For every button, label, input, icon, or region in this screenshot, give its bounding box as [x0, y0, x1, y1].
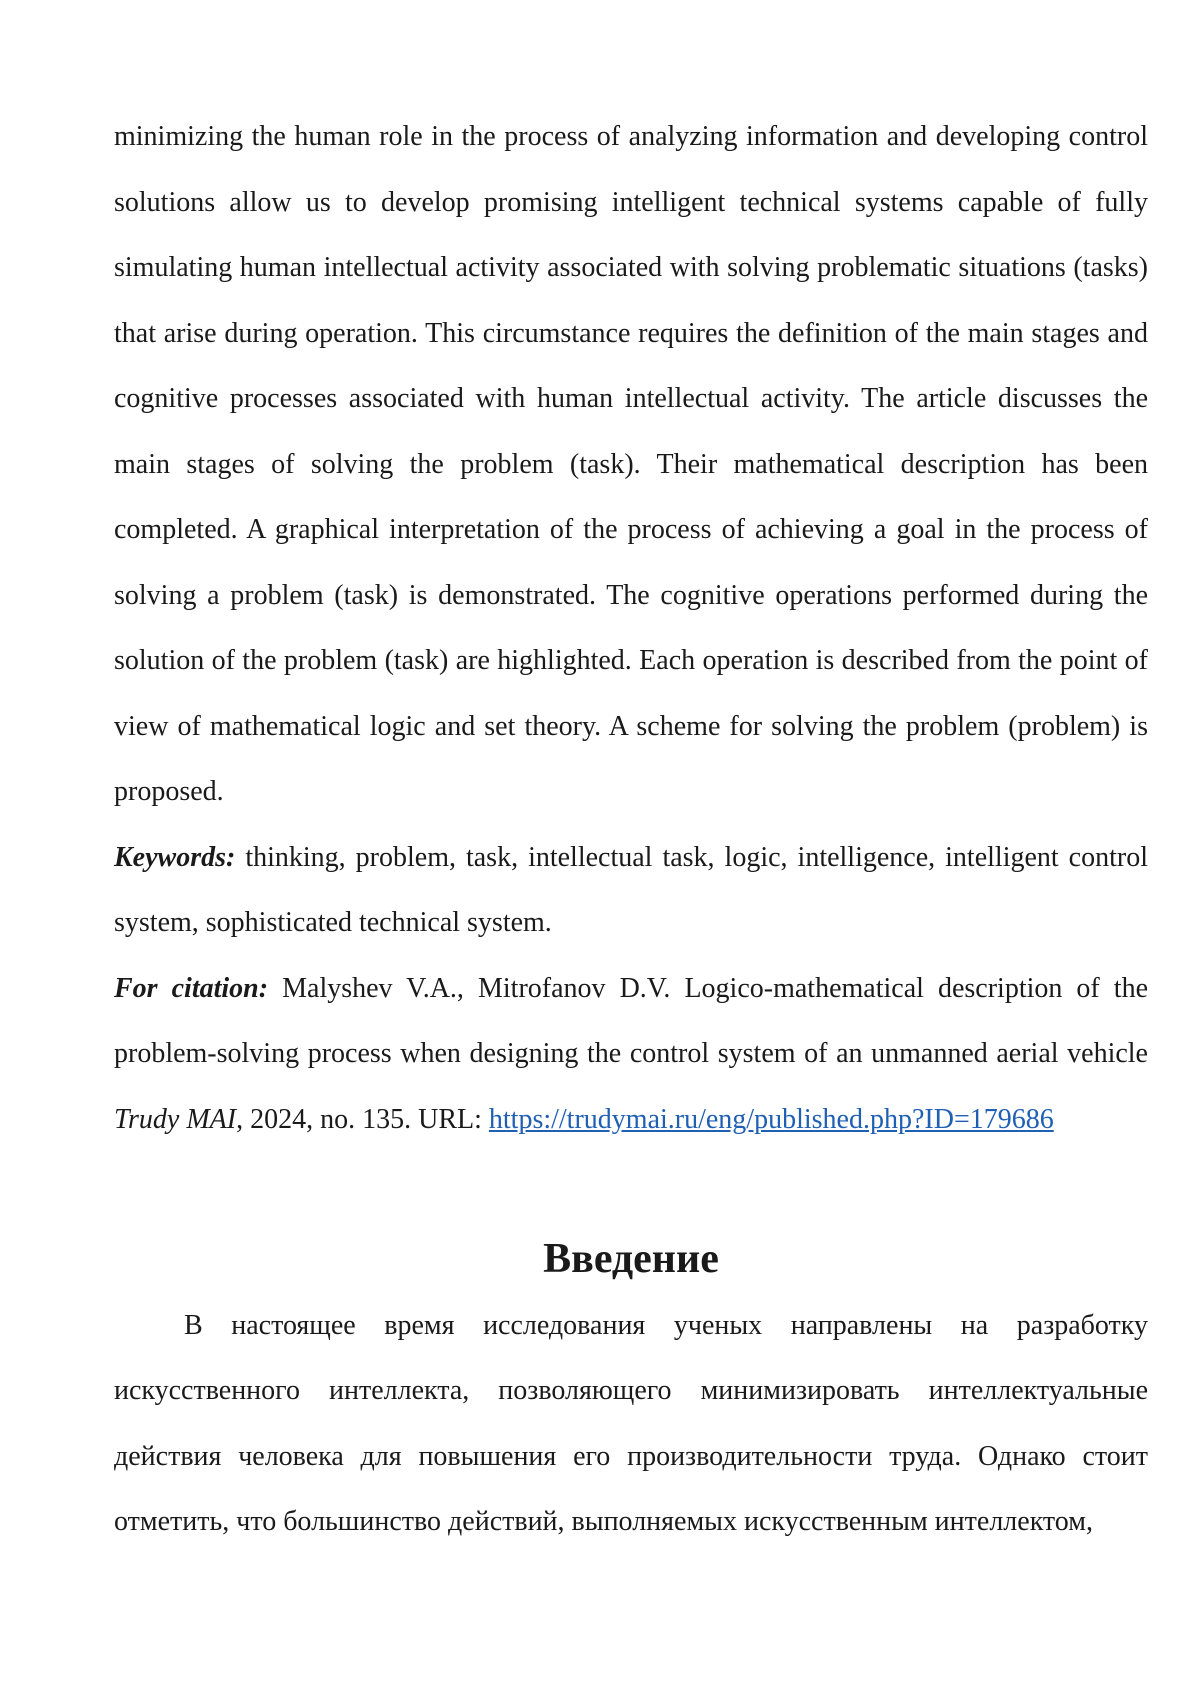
keywords-paragraph	[114, 825, 1148, 956]
document-page	[114, 104, 1148, 1555]
citation-journal: Trudy MAI	[114, 1103, 237, 1135]
keywords-text: thinking, problem, task, intellectual task, logic, intelligence, intelligent control system, sophisticated technical system.	[114, 841, 1148, 938]
abstract-paragraph: minimizing the human role in the process of analyzing information and developing control solutions allow us to develop promising intelligent technical systems capable of fully simulating human intellectual activity associated with solving problematic situations (tasks) that arise during operation. This circumstance requires the definition of the main stages and cognitive processes associated with human intellectual activity. The article discusses the main stages of solving the problem (task). Their mathematical description has been completed. A graphical interpretation of the process of achieving a goal in the process of solving a problem (task) is demonstrated. The cognitive operations performed during the solution of the problem (task) are highlighted. Each operation is described from the point of view of mathematical logic and set theory. A scheme for solving the problem (problem) is proposed.	[114, 121, 1148, 807]
introduction-heading: Введение	[543, 1236, 719, 1282]
citation-text: Malyshev V.A., Mitrofanov D.V. Logico-mathematical description of the problem-solving process when designing the control system of an unmanned aerial vehicle	[114, 972, 1149, 1069]
citation-url-link[interactable]: https://trudymai.ru/eng/published.php?ID=179686	[488, 1103, 1054, 1135]
citation-label: For citation:	[114, 972, 269, 1004]
introduction-paragraph: В настоящее время исследования ученых направлены на разработку искусственного интеллекта, позволяющего минимизировать интеллектуальные действия человека для повышения его производительности труда. Однако стоит отметить, что большинство действий, выполняемых искусственным интеллектом,	[114, 1309, 1148, 1537]
keywords-label: Keywords:	[114, 841, 236, 873]
citation-details: , 2024, no. 135. URL:	[236, 1103, 489, 1135]
citation-paragraph	[114, 956, 1148, 1153]
